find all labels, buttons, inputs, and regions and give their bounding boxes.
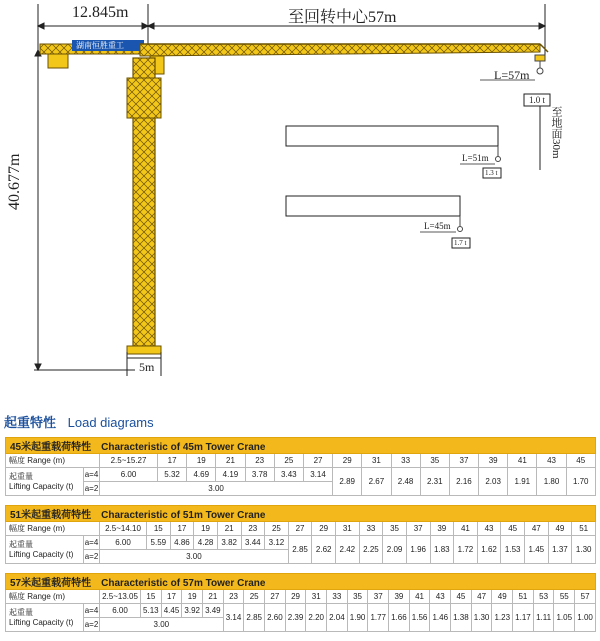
range-cell: 21 xyxy=(203,590,224,604)
capacity-cell: 5.13 xyxy=(141,604,162,618)
capacity-label-45: 1.7 t xyxy=(454,239,467,247)
capacity-cell: 2.89 xyxy=(333,468,362,496)
capacity-cell: 6.00 xyxy=(100,604,141,618)
capacity-cell: 3.92 xyxy=(182,604,203,618)
table-title-en: Characteristic of 45m Tower Crane xyxy=(101,442,266,453)
capacity-cell: 1.72 xyxy=(454,536,478,564)
capacity-label-57: 1.0 t xyxy=(529,95,546,105)
load-table-45m xyxy=(5,437,596,496)
reeving-a4: a=4 xyxy=(84,468,100,482)
capacity-row-a4 xyxy=(6,468,596,482)
capacity-cell: 2.20 xyxy=(306,604,327,632)
jib-length-label: 至回转中心57m xyxy=(288,9,397,26)
range-cell: 23 xyxy=(223,590,244,604)
section-title-en: Load diagrams xyxy=(67,415,154,430)
capacity-cell: 2.03 xyxy=(479,468,508,496)
range-row xyxy=(6,454,596,468)
range-row xyxy=(6,522,596,536)
range-cell: 15 xyxy=(147,522,171,536)
config-hook-45 xyxy=(458,216,463,232)
range-cell: 39 xyxy=(479,454,508,468)
range-cell: 43 xyxy=(537,454,566,468)
brand-text: 湖南恒胜重工 xyxy=(76,41,124,50)
capacity-cell: 3.43 xyxy=(274,468,303,482)
range-cell: 41 xyxy=(409,590,430,604)
range-cell: 17 xyxy=(161,590,182,604)
range-cell: 45 xyxy=(566,454,595,468)
capacity-cell-a2: 3.00 xyxy=(100,550,289,564)
capacity-cell: 1.91 xyxy=(508,468,537,496)
capacity-cell: 1.62 xyxy=(477,536,501,564)
main-jib xyxy=(140,44,548,74)
capacity-cell: 5.32 xyxy=(158,468,187,482)
capacity-cell: 4.19 xyxy=(216,468,245,482)
range-cell: 55 xyxy=(554,590,575,604)
capacity-cell: 2.85 xyxy=(244,604,265,632)
range-cell: 37 xyxy=(449,454,478,468)
range-cell: 21 xyxy=(216,454,245,468)
range-cell: 35 xyxy=(347,590,368,604)
lifting-capacity-label xyxy=(6,468,84,496)
capacity-cell: 3.14 xyxy=(223,604,244,632)
range-cell: 33 xyxy=(327,590,348,604)
range-row xyxy=(6,590,596,604)
range-cell: 19 xyxy=(187,454,216,468)
capacity-cell: 3.12 xyxy=(265,536,289,550)
range-cell: 33 xyxy=(391,454,420,468)
capacity-cell: 1.46 xyxy=(430,604,451,632)
capacity-cell: 1.11 xyxy=(533,604,554,632)
capacity-cell: 1.90 xyxy=(347,604,368,632)
ground-height-label: 至地面30m xyxy=(550,106,562,159)
capacity-cell: 3.78 xyxy=(245,468,274,482)
reeving-a4: a=4 xyxy=(84,536,100,550)
reeving-a2: a=2 xyxy=(84,482,100,496)
range-cell: 25 xyxy=(244,590,265,604)
capacity-cell: 4.86 xyxy=(170,536,194,550)
capacity-cell-a2: 3.00 xyxy=(100,618,224,632)
radius-label-51: L=51m xyxy=(462,153,489,163)
capacity-cell: 2.60 xyxy=(265,604,286,632)
load-table-57m xyxy=(5,573,596,632)
range-cell: 19 xyxy=(182,590,203,604)
range-cell: 29 xyxy=(285,590,306,604)
range-cell: 31 xyxy=(306,590,327,604)
capacity-cell: 2.25 xyxy=(359,536,383,564)
range-cell: 39 xyxy=(389,590,410,604)
capacity-cell: 1.56 xyxy=(409,604,430,632)
capacity-cell: 2.09 xyxy=(383,536,407,564)
range-cell: 21 xyxy=(217,522,241,536)
capacity-cell: 1.37 xyxy=(548,536,572,564)
table-title-en: Characteristic of 57m Tower Crane xyxy=(101,578,266,589)
table-header xyxy=(6,506,596,522)
range-cell: 17 xyxy=(158,454,187,468)
capacity-cell: 4.69 xyxy=(187,468,216,482)
config-jib-45 xyxy=(286,196,460,216)
capacity-cell: 1.45 xyxy=(525,536,549,564)
range-label: 幅度 Range (m) xyxy=(6,590,100,604)
capacity-cell: 4.28 xyxy=(194,536,218,550)
range-cell: 43 xyxy=(477,522,501,536)
capacity-cell: 2.39 xyxy=(285,604,306,632)
capacity-cell-a2: 3.00 xyxy=(100,482,333,496)
range-cell: 29 xyxy=(333,454,362,468)
table-title-cn: 57米起重载荷特性 xyxy=(10,578,92,589)
capacity-cell: 3.44 xyxy=(241,536,265,550)
capacity-cell: 1.23 xyxy=(492,604,513,632)
capacity-cell: 1.17 xyxy=(513,604,534,632)
capacity-cell: 1.66 xyxy=(389,604,410,632)
table-header xyxy=(6,574,596,590)
lifting-capacity-label xyxy=(6,604,84,632)
range-cell: 41 xyxy=(508,454,537,468)
range-cell: 23 xyxy=(245,454,274,468)
capacity-row-a4 xyxy=(6,536,596,550)
section-title-cn: 起重特性 xyxy=(4,415,57,430)
range-cell: 15 xyxy=(141,590,162,604)
reeving-a2: a=2 xyxy=(84,550,100,564)
height-label: 40.677m xyxy=(6,153,23,210)
range-cell: 2.5~13.05 xyxy=(100,590,141,604)
config-jib-51 xyxy=(286,126,498,146)
capacity-cell: 2.04 xyxy=(327,604,348,632)
capacity-cell: 1.96 xyxy=(406,536,430,564)
lifting-capacity-label xyxy=(6,536,84,564)
table-title-en: Characteristic of 51m Tower Crane xyxy=(101,510,266,521)
range-cell: 35 xyxy=(420,454,449,468)
range-cell: 45 xyxy=(451,590,472,604)
range-cell: 47 xyxy=(525,522,549,536)
range-cell: 49 xyxy=(548,522,572,536)
capacity-cell: 1.70 xyxy=(566,468,595,496)
range-cell: 37 xyxy=(406,522,430,536)
range-cell: 2.5~15.27 xyxy=(100,454,158,468)
counterweight xyxy=(48,54,68,68)
capacity-cell: 3.82 xyxy=(217,536,241,550)
range-cell: 2.5~14.10 xyxy=(100,522,147,536)
range-cell: 33 xyxy=(359,522,383,536)
capacity-cell: 1.30 xyxy=(572,536,596,564)
capacity-cell: 2.48 xyxy=(391,468,420,496)
capacity-cell: 6.00 xyxy=(100,468,158,482)
capacity-cell: 2.16 xyxy=(449,468,478,496)
load-table-51m xyxy=(5,505,596,564)
range-cell: 23 xyxy=(241,522,265,536)
range-cell: 51 xyxy=(572,522,596,536)
reeving-a4: a=4 xyxy=(84,604,100,618)
table-title-cn: 45米起重载荷特性 xyxy=(10,442,92,453)
capacity-cell: 1.80 xyxy=(537,468,566,496)
capacity-row-a4 xyxy=(6,604,596,618)
capacity-cell: 2.31 xyxy=(420,468,449,496)
base-width: 5m xyxy=(139,360,155,374)
range-cell: 47 xyxy=(471,590,492,604)
range-cell: 31 xyxy=(336,522,360,536)
capacity-cell: 1.30 xyxy=(471,604,492,632)
capacity-cell: 2.42 xyxy=(336,536,360,564)
reeving-a2: a=2 xyxy=(84,618,100,632)
range-cell: 43 xyxy=(430,590,451,604)
height-dimension xyxy=(34,50,135,370)
capacity-cell: 1.53 xyxy=(501,536,525,564)
lift-label-cn: 起重量 xyxy=(9,539,33,549)
range-cell: 49 xyxy=(492,590,513,604)
range-cell: 29 xyxy=(312,522,336,536)
lift-label-cn: 起重量 xyxy=(9,607,33,617)
range-cell: 35 xyxy=(383,522,407,536)
radius-label-45: L=45m xyxy=(424,221,451,231)
range-cell: 41 xyxy=(454,522,478,536)
radius-label-57: L=57m xyxy=(494,68,530,82)
mast xyxy=(127,58,161,346)
capacity-cell: 2.85 xyxy=(288,536,312,564)
capacity-cell: 3.49 xyxy=(203,604,224,618)
lift-label-en: Lifting Capacity (t) xyxy=(9,617,74,627)
range-cell: 25 xyxy=(265,522,289,536)
lift-label-en: Lifting Capacity (t) xyxy=(9,549,74,559)
range-cell: 51 xyxy=(513,590,534,604)
capacity-cell: 1.00 xyxy=(575,604,596,632)
lift-label-cn: 起重量 xyxy=(9,471,33,481)
range-cell: 37 xyxy=(368,590,389,604)
range-cell: 31 xyxy=(362,454,391,468)
range-cell: 57 xyxy=(575,590,596,604)
range-cell: 19 xyxy=(194,522,218,536)
range-cell: 17 xyxy=(170,522,194,536)
section-title xyxy=(4,412,154,431)
capacity-label-51: 1.3 t xyxy=(485,169,498,177)
range-cell: 27 xyxy=(303,454,332,468)
range-cell: 39 xyxy=(430,522,454,536)
capacity-cell: 2.67 xyxy=(362,468,391,496)
range-cell: 25 xyxy=(274,454,303,468)
capacity-cell: 2.62 xyxy=(312,536,336,564)
capacity-cell: 1.83 xyxy=(430,536,454,564)
config-hook-51 xyxy=(496,146,501,162)
table-title-cn: 51米起重载荷特性 xyxy=(10,510,92,521)
capacity-cell: 4.45 xyxy=(161,604,182,618)
range-label: 幅度 Range (m) xyxy=(6,454,100,468)
capacity-cell: 1.38 xyxy=(451,604,472,632)
table-header xyxy=(6,438,596,454)
range-cell: 27 xyxy=(288,522,312,536)
capacity-cell: 5.59 xyxy=(147,536,171,550)
range-label: 幅度 Range (m) xyxy=(6,522,100,536)
range-cell: 53 xyxy=(533,590,554,604)
range-cell: 45 xyxy=(501,522,525,536)
capacity-cell: 6.00 xyxy=(100,536,147,550)
range-cell: 27 xyxy=(265,590,286,604)
capacity-cell: 1.05 xyxy=(554,604,575,632)
capacity-cell: 3.14 xyxy=(303,468,332,482)
lift-label-en: Lifting Capacity (t) xyxy=(9,481,74,491)
capacity-cell: 1.77 xyxy=(368,604,389,632)
counter-jib-length: 12.845m xyxy=(72,4,129,21)
